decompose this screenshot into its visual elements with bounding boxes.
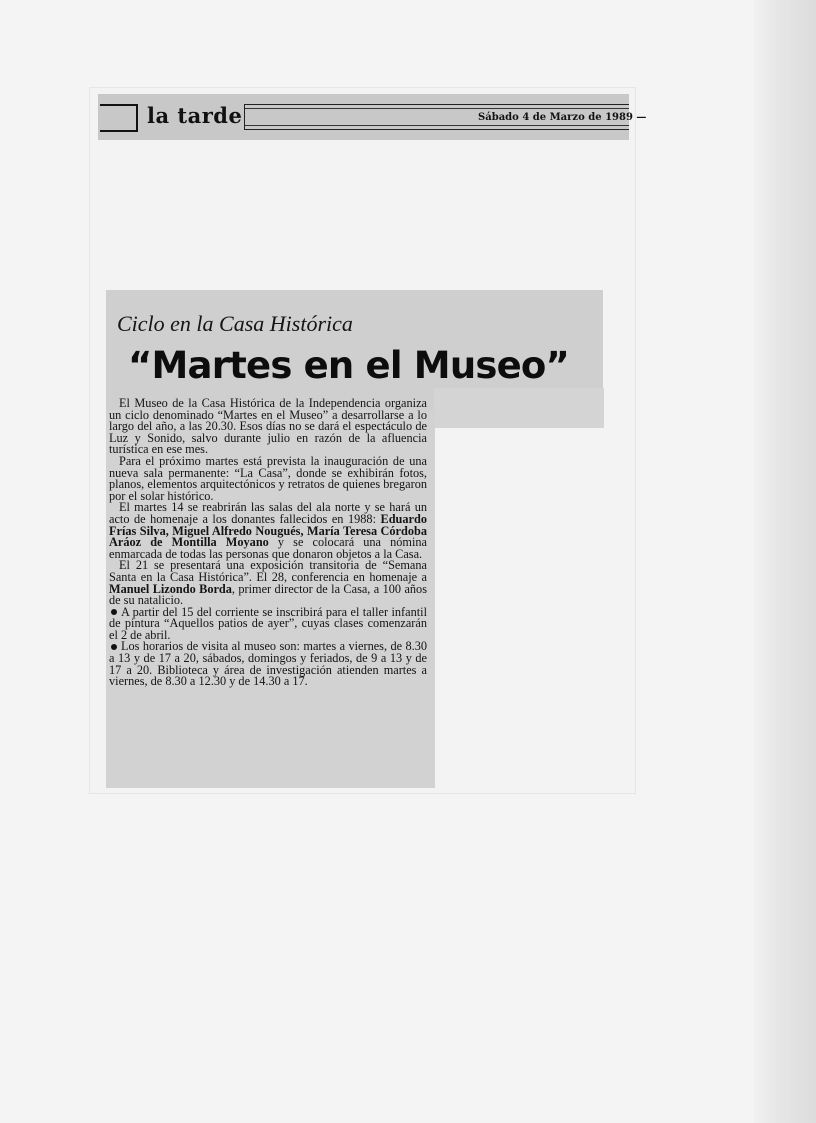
bullet-text: Los horarios de visita al museo son: martes a viernes, de 8.30 a 13 y de 17 a 20, sábados, domingos y feriados, de 9 a 13 y de 17 a 20. Biblioteca y área de investigación atienden martes a viernes, de 8.30 a 12.30 y de 14.30 a 17.: [109, 639, 427, 689]
bullet-dot-icon: [111, 644, 117, 650]
honoree-name: Manuel Lizondo Borda: [109, 581, 232, 596]
masthead-bracket: [100, 104, 138, 132]
article-body: [109, 398, 427, 688]
article-kicker: Ciclo en la Casa Histórica: [117, 311, 353, 336]
article-headline: “Martes en el Museo”: [128, 344, 570, 387]
bullet-item: [109, 604, 427, 642]
paragraph: [109, 560, 427, 606]
publication-date: Sábado 4 de Marzo de 1989 —: [478, 112, 647, 123]
paragraph: El Museo de la Casa Histórica de la Independencia organiza un ciclo denominado “Martes en el Museo” a desarrollarse a lo largo del año, a las 20.30. Esos días no se dará el espectáculo de Luz y Sonido, salvo durante julio en razón de la afluencia turística en ese mes.: [109, 396, 427, 457]
paragraph-text: , primer director de la Casa, a 100 años de su natalicio.: [109, 581, 427, 608]
paragraph-text: El 21 se presentará una exposición transitoria de “Semana Santa en la Casa Histórica”. El 28, conferencia en homenaje a: [109, 558, 427, 584]
page-edge: [754, 0, 816, 1123]
paper-mark: [480, 148, 492, 160]
paragraph-text: El martes 14 se reabrirán las salas del ala norte y se hará un acto de homenaje a los donantes fallecidos en 1988:: [109, 500, 427, 526]
bullet-dot-icon: [111, 609, 117, 615]
article-header-tail: [434, 388, 604, 428]
newspaper-name: la tarde: [147, 103, 243, 128]
donor-names: Eduardo Frías Silva, Miguel Alfredo Nougués, María Teresa Córdoba Aráoz de Montilla Moyano: [109, 511, 427, 550]
bullet-text: A partir del 15 del corriente se inscribirá para el taller infantil de pintura “Aquellos patios de ayer”, cuyas clases comenzarán el 2 de abril.: [109, 604, 427, 642]
paragraph: [109, 502, 427, 560]
bullet-item: [109, 641, 427, 687]
paragraph-text: y se colocará una nómina enmarcada de todas las personas que donaron objetos a la Casa.: [109, 535, 427, 561]
paragraph: Para el próximo martes está prevista la inauguración de una nueva sala permanente: “La Casa”, donde se exhibirán fotos, planos, elementos arquitectónicos y retratos de quienes bregaron por el solar histórico.: [109, 453, 427, 503]
